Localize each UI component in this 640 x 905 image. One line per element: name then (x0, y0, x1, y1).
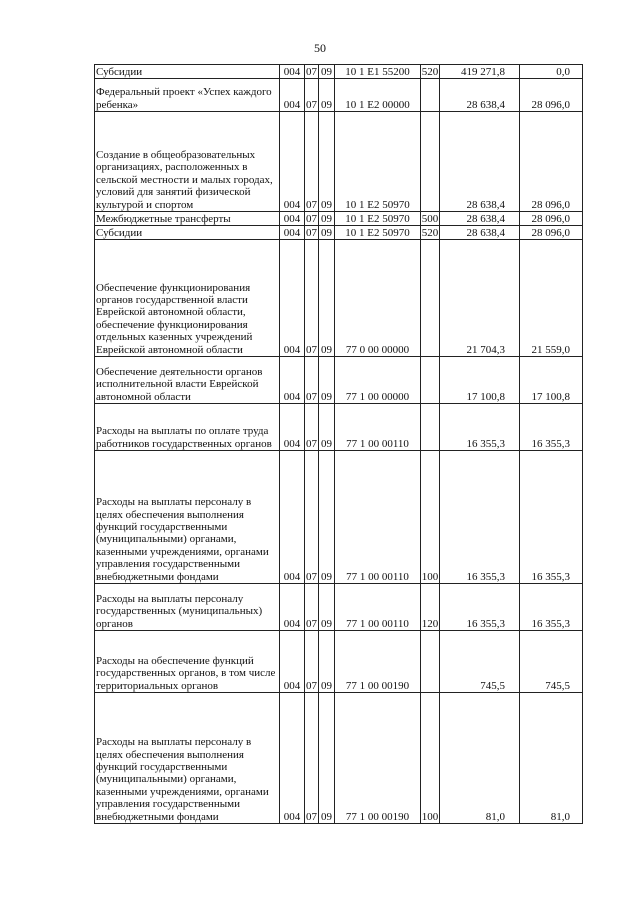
subsection-code: 09 (319, 226, 335, 240)
table-row (95, 240, 583, 357)
ministry-code: 004 (280, 112, 305, 212)
expense-type-code: 500 (421, 212, 439, 225)
amount-year-2: 16 355,3 (520, 451, 583, 584)
table-row (95, 693, 583, 824)
ministry-code: 004 (280, 584, 305, 631)
ministry-code: 004 (280, 693, 305, 824)
amount-year-2: 21 559,0 (520, 240, 583, 357)
ministry-code: 004 (280, 240, 305, 357)
section-code: 07 (305, 693, 319, 824)
ministry-code: 004 (280, 404, 305, 451)
expense-type-code (421, 404, 440, 451)
expense-type-code (421, 240, 440, 357)
item-name: Субсидии (95, 65, 280, 79)
amount-year-2: 0,0 (520, 65, 583, 79)
amount-year-2: 16 355,3 (520, 404, 583, 451)
expense-type-code: 520 (421, 65, 439, 78)
expense-type-code: 100 (421, 451, 440, 584)
amount-year-2: 745,5 (520, 631, 583, 693)
amount-year-1: 28 638,4 (440, 212, 520, 226)
budget-table (94, 64, 583, 824)
expense-type-code: 120 (421, 584, 440, 631)
expense-type-code (421, 631, 440, 693)
amount-year-1: 16 355,3 (440, 404, 520, 451)
subsection-code: 09 (319, 357, 335, 404)
subsection-code: 09 (319, 65, 335, 79)
item-name: Субсидии (95, 226, 280, 240)
table-row (95, 79, 583, 112)
subsection-code: 09 (319, 584, 335, 631)
amount-year-2: 28 096,0 (520, 226, 583, 240)
item-name: Расходы на выплаты персоналу в целях обеспечения выполнения функций государственными (муниципальными) органами, казенными учреждениями, органами управления государственными внебюджетными фондами (95, 693, 280, 824)
item-name: Расходы на выплаты персоналу государственных (муниципальных) органов (95, 584, 280, 631)
section-code: 07 (305, 357, 319, 404)
subsection-code: 09 (319, 631, 335, 693)
amount-year-1: 81,0 (440, 693, 520, 824)
item-name: Обеспечение деятельности органов исполнительной власти Еврейской автономной области (95, 357, 280, 404)
amount-year-1: 17 100,8 (440, 357, 520, 404)
target-article-code: 77 1 00 00000 (335, 357, 421, 404)
target-article-code: 77 1 00 00190 (335, 631, 421, 693)
item-name: Расходы на выплаты по оплате труда работников государственных органов (95, 404, 280, 451)
amount-year-1: 28 638,4 (440, 226, 520, 240)
amount-year-2: 16 355,3 (520, 584, 583, 631)
ministry-code: 004 (280, 226, 305, 240)
amount-year-1: 419 271,8 (440, 65, 520, 79)
subsection-code: 09 (319, 79, 335, 112)
ministry-code: 004 (280, 631, 305, 693)
section-code: 07 (305, 79, 319, 112)
target-article-code: 10 1 Е1 55200 (335, 65, 421, 79)
section-code: 07 (306, 65, 317, 78)
section-code: 07 (305, 451, 319, 584)
subsection-code: 09 (319, 240, 335, 357)
target-article-code: 10 1 Е2 50970 (335, 226, 421, 240)
table-row (95, 451, 583, 584)
expense-type-code (421, 357, 440, 404)
ministry-code: 004 (280, 65, 305, 79)
amount-year-2: 28 096,0 (520, 79, 583, 112)
subsection-code: 09 (319, 212, 335, 226)
target-article-code: 77 0 00 00000 (335, 240, 421, 357)
ministry-code: 004 (280, 357, 305, 404)
amount-year-1: 21 704,3 (440, 240, 520, 357)
section-code: 07 (306, 226, 317, 239)
ministry-code: 004 (280, 79, 305, 112)
amount-year-2: 17 100,8 (520, 357, 583, 404)
item-name: Расходы на обеспечение функций государственных органов, в том числе территориальных органов (95, 631, 280, 693)
table-row (95, 65, 583, 79)
amount-year-1: 28 638,4 (440, 79, 520, 112)
target-article-code: 77 1 00 00190 (335, 693, 421, 824)
item-name: Обеспечение функционирования органов государственной власти Еврейской автономной области, обеспечение функционирования отдельных казенных учреждений Еврейской автономной области (95, 240, 280, 357)
table-row (95, 212, 583, 226)
amount-year-2: 28 096,0 (520, 112, 583, 212)
item-name: Расходы на выплаты персоналу в целях обеспечения выполнения функций государственными (муниципальными) органами, казенными учреждениями, органами управления государственными внебюджетными фондами (95, 451, 280, 584)
table-row (95, 357, 583, 404)
page-number: 50 (314, 41, 326, 55)
target-article-code: 10 1 Е2 50970 (335, 112, 421, 212)
target-article-code: 77 1 00 00110 (335, 404, 421, 451)
target-article-code: 10 1 Е2 00000 (335, 79, 421, 112)
subsection-code: 09 (319, 404, 335, 451)
section-code: 07 (305, 631, 319, 693)
subsection-code: 09 (319, 112, 335, 212)
item-name: Федеральный проект «Успех каждого ребенка» (95, 79, 280, 112)
subsection-code: 09 (319, 693, 335, 824)
expense-type-code (421, 112, 440, 212)
amount-year-1: 745,5 (440, 631, 520, 693)
section-code: 07 (305, 240, 319, 357)
table-row (95, 404, 583, 451)
target-article-code: 77 1 00 00110 (335, 451, 421, 584)
amount-year-2: 81,0 (520, 693, 583, 824)
section-code: 07 (305, 404, 319, 451)
table-row (95, 226, 583, 240)
amount-year-1: 16 355,3 (440, 584, 520, 631)
amount-year-2: 28 096,0 (520, 212, 583, 226)
target-article-code: 77 1 00 00110 (335, 584, 421, 631)
budget-table-body (95, 65, 583, 824)
item-name: Межбюджетные трансферты (95, 212, 280, 226)
expense-type-code: 100 (421, 693, 440, 824)
table-row (95, 631, 583, 693)
table-row (95, 112, 583, 212)
section-code: 07 (306, 212, 317, 225)
table-row (95, 584, 583, 631)
amount-year-1: 28 638,4 (440, 112, 520, 212)
ministry-code: 004 (280, 451, 305, 584)
amount-year-1: 16 355,3 (440, 451, 520, 584)
subsection-code: 09 (319, 451, 335, 584)
expense-type-code (421, 79, 440, 112)
target-article-code: 10 1 Е2 50970 (335, 212, 421, 226)
ministry-code: 004 (280, 212, 305, 226)
item-name: Создание в общеобразовательных организациях, расположенных в сельской местности и малых городах, условий для занятий физической культурой и спортом (95, 112, 280, 212)
section-code: 07 (305, 112, 319, 212)
expense-type-code: 520 (421, 226, 439, 239)
section-code: 07 (305, 584, 319, 631)
